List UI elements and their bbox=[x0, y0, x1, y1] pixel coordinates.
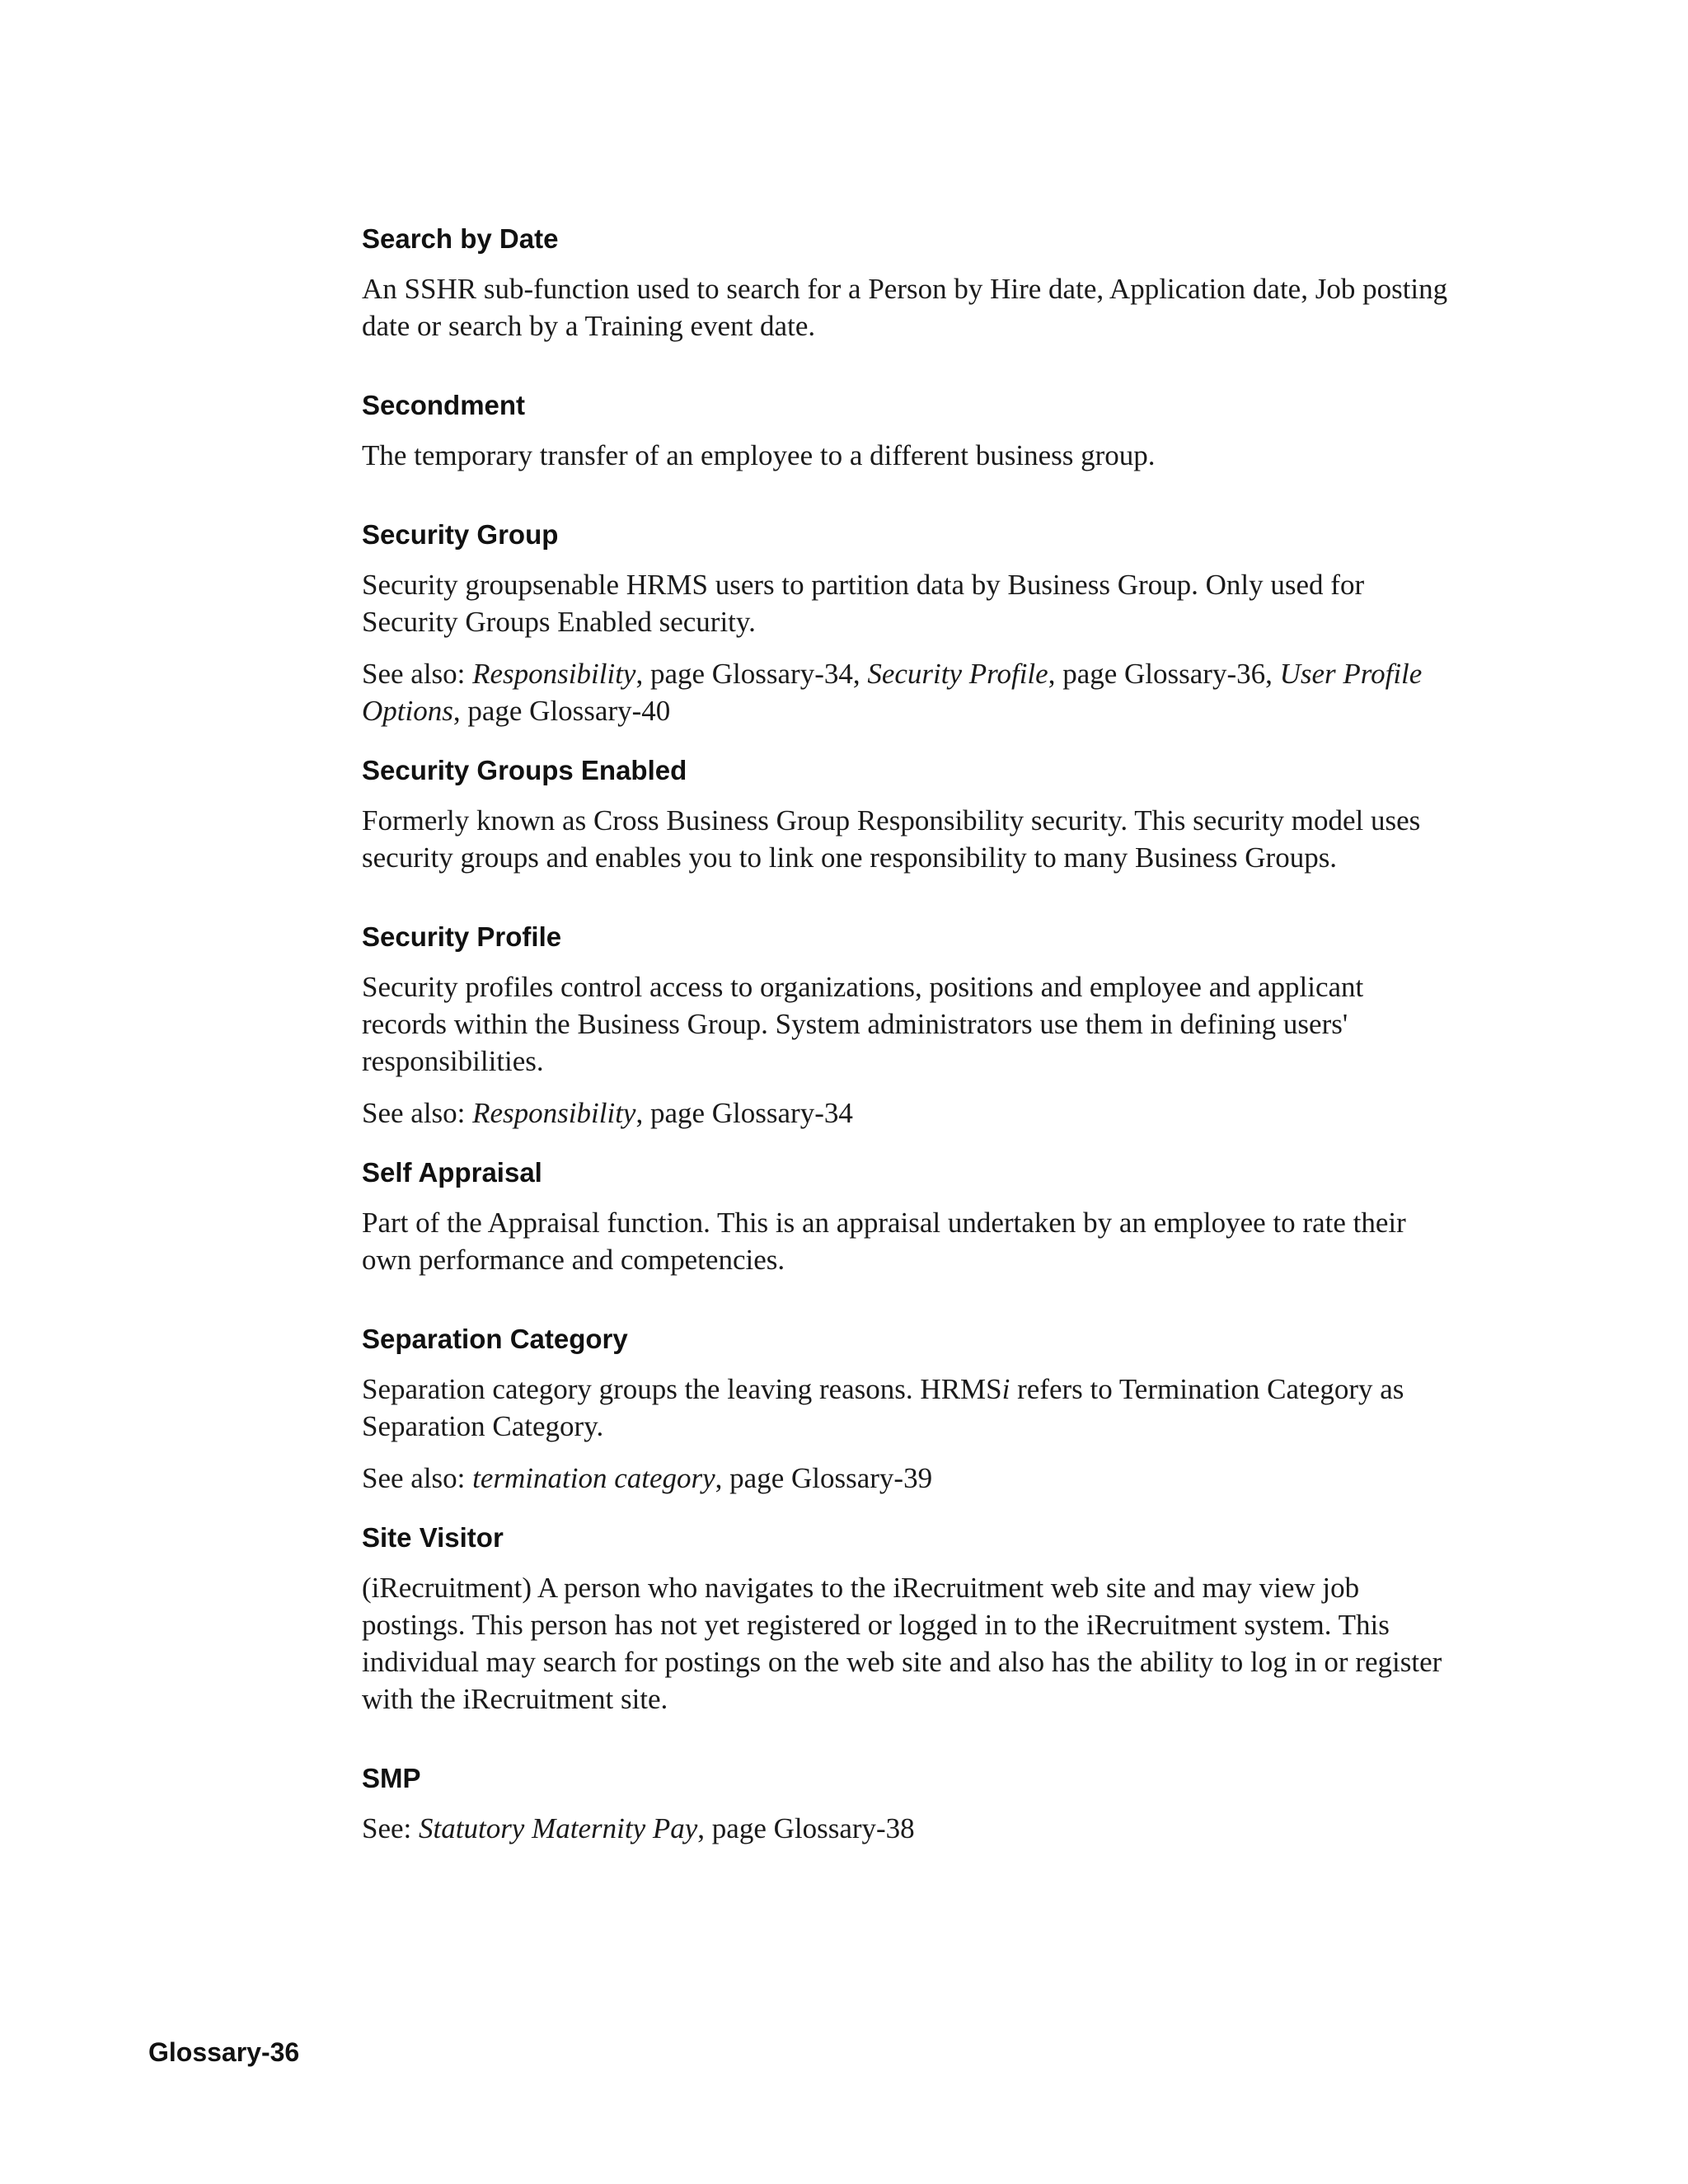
see-also bbox=[362, 655, 1450, 729]
term-heading: SMP bbox=[362, 1763, 421, 1793]
glossary-content bbox=[362, 223, 1450, 1862]
see-also-link-termination-category[interactable]: termination category bbox=[472, 1462, 715, 1494]
see-also-link-user-profile-options[interactable]: User Profile Options bbox=[362, 658, 1423, 727]
definition-text: refers to Termination Category as Separation Category. bbox=[362, 1373, 1404, 1442]
see-also-prefix: See also: bbox=[362, 658, 473, 690]
term-heading: Security Groups Enabled bbox=[362, 755, 687, 785]
see-also-link-responsibility[interactable]: Responsibility bbox=[472, 1097, 636, 1129]
term-definition: Part of the Appraisal function. This is an appraisal undertaken by an employee to rate their own performance and competencies. bbox=[362, 1207, 1406, 1276]
entry-security-group bbox=[362, 518, 1450, 729]
see-also bbox=[362, 1460, 1450, 1497]
see-page: , page Glossary-38 bbox=[697, 1812, 915, 1844]
term-heading: Separation Category bbox=[362, 1324, 628, 1354]
term-heading: Secondment bbox=[362, 390, 526, 420]
term-heading: Security Group bbox=[362, 519, 559, 550]
entry-search-by-date bbox=[362, 223, 1450, 344]
term-heading: Security Profile bbox=[362, 921, 562, 952]
entry-smp bbox=[362, 1762, 1450, 1847]
term-definition: Security profiles control access to organizations, positions and employee and applicant records within the Business Group. System administrators use them in defining users' responsibilities. bbox=[362, 971, 1364, 1077]
term-definition: Security groupsenable HRMS users to partition data by Business Group. Only used for Security Groups Enabled security. bbox=[362, 569, 1365, 638]
see-also-link-responsibility[interactable]: Responsibility bbox=[472, 658, 636, 690]
see-also-page: , page Glossary-34, bbox=[635, 658, 868, 690]
see-also bbox=[362, 1094, 1450, 1132]
term-definition bbox=[362, 1371, 1450, 1445]
term-definition: The temporary transfer of an employee to a different business group. bbox=[362, 439, 1156, 471]
see-reference bbox=[362, 1810, 1450, 1847]
term-definition: Formerly known as Cross Business Group Responsibility security. This security model uses security groups and enables you to link one responsibility to many Business Groups. bbox=[362, 804, 1421, 874]
entry-security-profile bbox=[362, 921, 1450, 1132]
see-also-prefix: See also: bbox=[362, 1097, 473, 1129]
see-also-page: , page Glossary-40 bbox=[452, 695, 671, 727]
definition-text-italic: i bbox=[1001, 1373, 1010, 1405]
term-heading: Search by Date bbox=[362, 223, 559, 254]
term-definition: An SSHR sub-function used to search for a Person by Hire date, Application date, Job posting date or search by a Training event date. bbox=[362, 273, 1448, 342]
see-link-statutory-maternity-pay[interactable]: Statutory Maternity Pay bbox=[419, 1812, 698, 1844]
term-heading: Self Appraisal bbox=[362, 1157, 542, 1188]
see-prefix: See: bbox=[362, 1812, 420, 1844]
entry-site-visitor bbox=[362, 1521, 1450, 1718]
definition-text: Separation category groups the leaving reasons. HRMS bbox=[362, 1373, 1002, 1405]
entry-separation-category bbox=[362, 1323, 1450, 1497]
see-also-page: , page Glossary-39 bbox=[715, 1462, 933, 1494]
see-also-link-security-profile[interactable]: Security Profile bbox=[867, 658, 1048, 690]
see-also-prefix: See also: bbox=[362, 1462, 473, 1494]
see-also-page: , page Glossary-36, bbox=[1048, 658, 1280, 690]
term-definition: (iRecruitment) A person who navigates to the iRecruitment web site and may view job postings. This person has not yet registered or logged in to the iRecruitment system. This individual may search for postings on the web site and also has the ability to log in or register with the iRecruitment site. bbox=[362, 1572, 1442, 1715]
entry-security-groups-enabled bbox=[362, 754, 1450, 876]
page-number-footer: Glossary-36 bbox=[148, 2037, 300, 2067]
entry-secondment bbox=[362, 389, 1450, 474]
term-heading: Site Visitor bbox=[362, 1522, 504, 1553]
entry-self-appraisal bbox=[362, 1156, 1450, 1278]
see-also-page: , page Glossary-34 bbox=[635, 1097, 853, 1129]
